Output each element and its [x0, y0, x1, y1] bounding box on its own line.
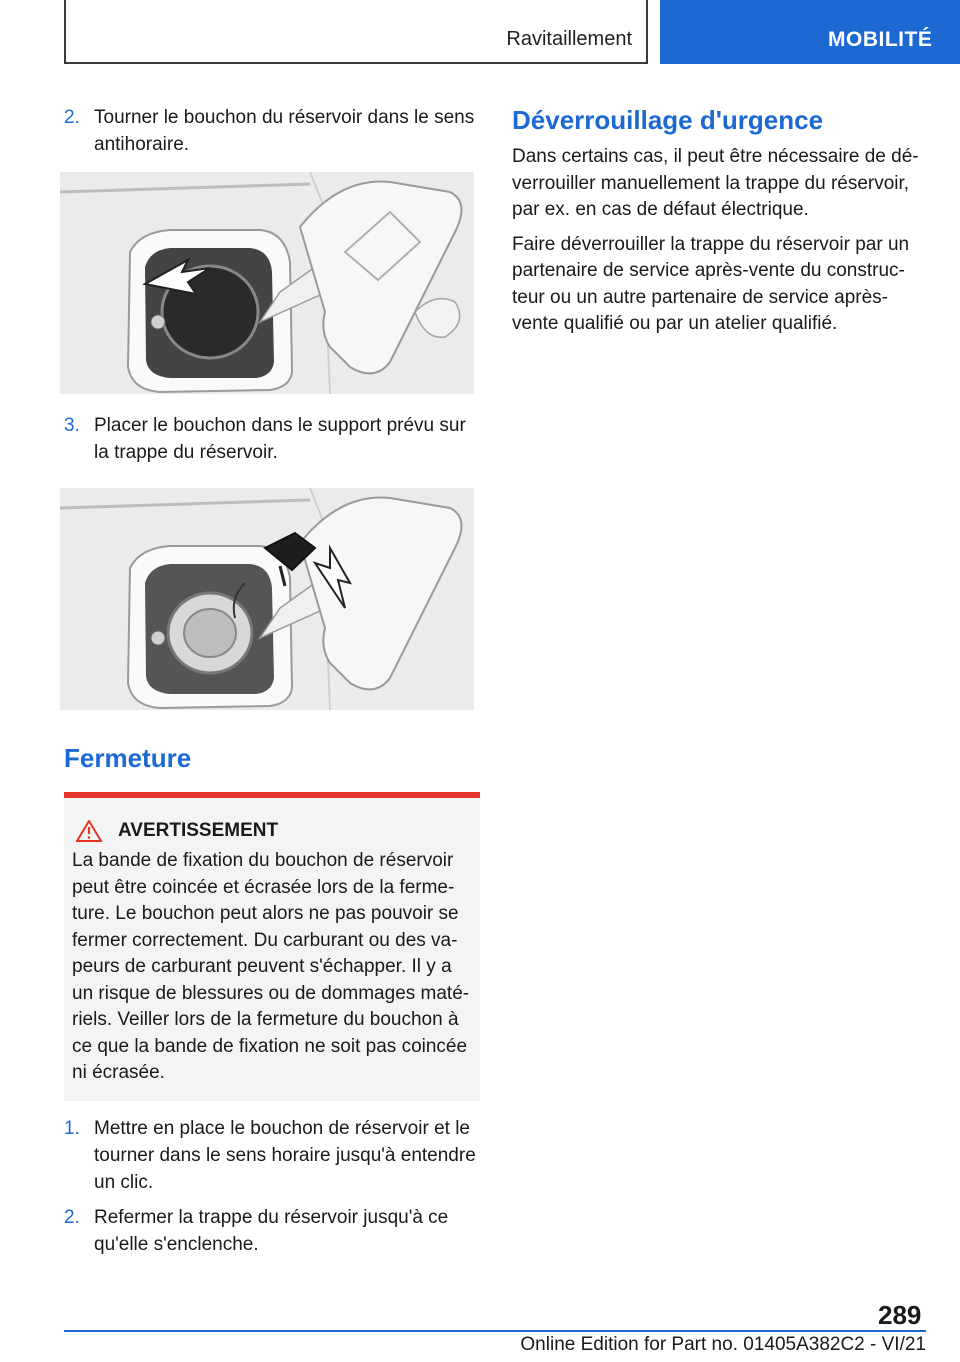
- step-text: Tourner le bouchon du réservoir dans le sens antihoraire.: [94, 107, 475, 155]
- warning-triangle-icon: [76, 820, 102, 842]
- header-chapter-box: [660, 0, 960, 64]
- page-number: 289: [878, 1300, 922, 1330]
- step-item: [64, 1204, 480, 1258]
- footer-divider: [64, 1330, 926, 1332]
- paragraph: Faire déverrouiller la trappe du réservoir par un partenaire de service après-vente du construc-teur ou un autre partenaire de service après-vente qualifié ou par un atelier qualifié.: [512, 233, 910, 334]
- section-heading-fermeture: Fermeture: [64, 743, 192, 773]
- step-text: Mettre en place le bouchon de réservoir et le tourner dans le sens horaire jusqu'à entendre un clic.: [94, 1117, 476, 1193]
- step-text: Refermer la trappe du réservoir jusqu'à ce qu'elle s'enclenche.: [94, 1206, 449, 1255]
- right-column: [512, 104, 922, 338]
- fuel-cap-unscrew-illustration: [60, 172, 474, 394]
- fuel-door-open-image: [60, 172, 474, 394]
- step-number: 3.: [64, 415, 80, 436]
- warning-body: La bande de fixation du bouchon de réservoir peut être coincée et écrasée lors de la ferme-ture. Le bouchon peut alors ne pas pouvoir se fermer correctement. Du carburant ou des va-peurs de carburant peuvent s'échapper. Il y a un risque de blessures ou de dommages maté-riels. Veiller lors de la fermeture du bouchon à ce que la bande de fixation ne soit pas coincée ni écrasée.: [72, 850, 470, 1083]
- paragraph: Dans certains cas, il peut être nécessaire de dé-verrouiller manuellement la trappe du réservoir, par ex. en cas de défaut électrique.: [512, 146, 919, 220]
- header-section-title: Ravitaillement: [506, 28, 632, 50]
- warning-title-row: [72, 820, 472, 842]
- warning-title: AVERTISSEMENT: [118, 820, 279, 841]
- step-number: 1.: [64, 1117, 80, 1139]
- fuel-cap-holder-illustration: [60, 488, 474, 710]
- step-number: 2.: [64, 1206, 80, 1228]
- section-heading-deverrouillage: Déverrouillage d'urgence: [512, 105, 824, 135]
- warning-box: [64, 792, 480, 1101]
- footer-edition: Online Edition for Part no. 01405A382C2 - VI/21: [520, 1334, 926, 1355]
- left-column: [64, 104, 480, 1258]
- step-text: Placer le bouchon dans le support prévu sur la trappe du réservoir.: [94, 415, 466, 463]
- header-section-box: [64, 0, 648, 64]
- step-number: 2.: [64, 107, 80, 128]
- step-item: [64, 412, 480, 466]
- step-item: [64, 104, 480, 158]
- fuel-door-cap-holder-image: [60, 488, 474, 710]
- header-chapter-title: MOBILITÉ: [828, 28, 933, 51]
- step-item: [64, 1115, 480, 1196]
